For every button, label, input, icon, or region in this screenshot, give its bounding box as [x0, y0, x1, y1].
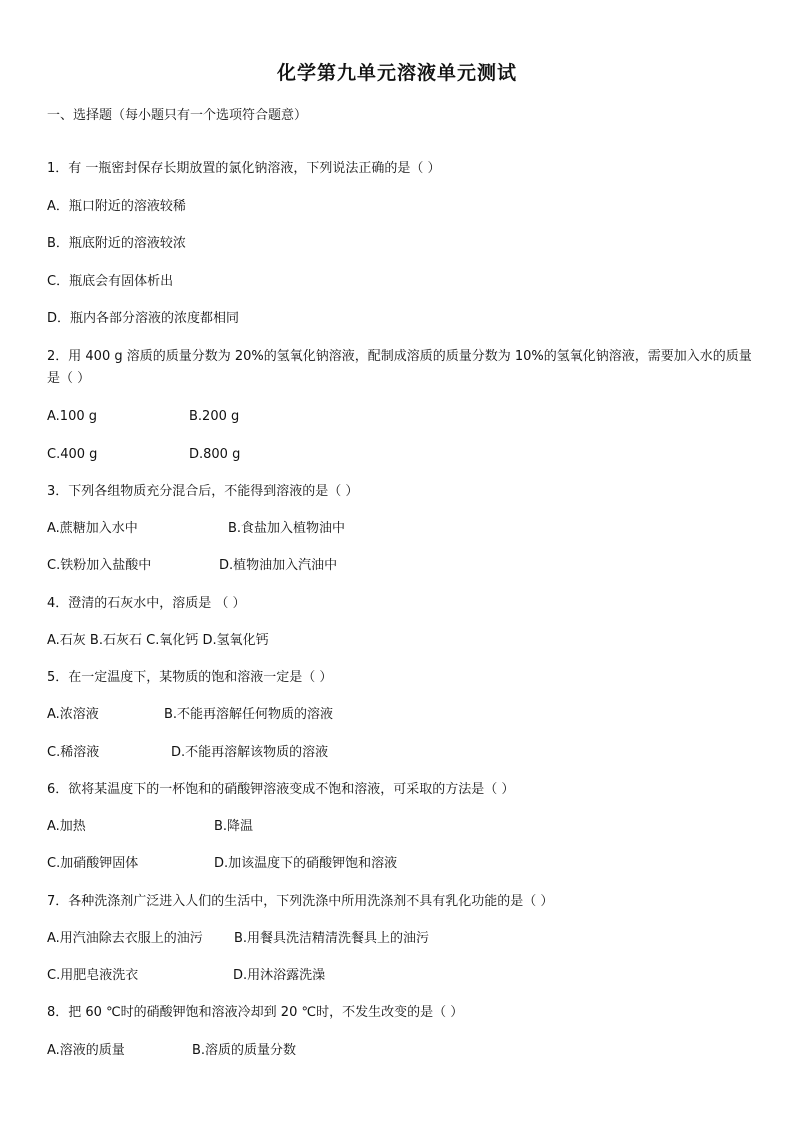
q6-option-c: C.加硝酸钾固体 [47, 856, 139, 871]
section-heading: 一、选择题（每小题只有一个选项符合题意） [47, 108, 308, 123]
q3-option-d: D.植物油加入汽油中 [219, 558, 338, 573]
q3-stem: 3．下列各组物质充分混合后，不能得到溶液的是（ ） [47, 484, 359, 499]
q7-option-c: C.用肥皂液洗衣 [47, 968, 139, 983]
q5-option-b: B.不能再溶解任何物质的溶液 [164, 707, 334, 722]
page-title: 化学第九单元溶液单元测试 [276, 62, 517, 84]
q3-option-b: B.食盐加入植物油中 [228, 521, 346, 536]
q1-option-d: D．瓶内各部分溶液的浓度都相同 [47, 311, 240, 326]
q6-option-d: D.加该温度下的硝酸钾饱和溶液 [214, 856, 398, 871]
q2-option-b: B.200 g [189, 409, 240, 424]
q1-stem: 1．有 一瓶密封保存长期放置的氯化钠溶液，下列说法正确的是（ ） [47, 161, 441, 176]
q7-option-d: D.用沐浴露洗澡 [233, 968, 326, 983]
q8-stem: 8．把 60 ℃时的硝酸钾饱和溶液冷却到 20 ℃时，不发生改变的是（ ） [47, 1005, 464, 1020]
q4-stem: 4．澄清的石灰水中，溶质是 （ ） [47, 596, 246, 611]
q5-option-a: A.浓溶液 [47, 707, 99, 722]
q5-option-c: C.稀溶液 [47, 745, 100, 760]
q3-option-a: A.蔗糖加入水中 [47, 521, 138, 536]
q6-stem: 6．欲将某温度下的一杯饱和的硝酸钾溶液变成不饱和溶液，可采取的方法是（ ） [47, 782, 515, 797]
q1-option-c: C．瓶底会有固体析出 [47, 274, 174, 289]
q7-option-b: B.用餐具洗洁精清洗餐具上的油污 [234, 931, 430, 946]
q3-option-c: C.铁粉加入盐酸中 [47, 558, 152, 573]
q6-option-b: B.降温 [214, 819, 254, 834]
q7-option-a: A.用汽油除去衣服上的油污 [47, 931, 203, 946]
q8-option-b: B.溶质的质量分数 [192, 1043, 297, 1058]
q8-option-a: A.溶液的质量 [47, 1043, 125, 1058]
q7-stem: 7．各种洗涤剂广泛进入人们的生活中，下列洗涤中所用洗涤剂不具有乳化功能的是（ ） [47, 894, 554, 909]
q4-options: A.石灰 B.石灰石 C.氧化钙 D.氢氧化钙 [47, 633, 269, 648]
q2-option-c: C.400 g [47, 447, 98, 462]
q1-option-a: A．瓶口附近的溶液较稀 [47, 199, 186, 214]
q2-option-d: D.800 g [189, 447, 241, 462]
q5-stem: 5．在一定温度下，某物质的饱和溶液一定是（ ） [47, 670, 333, 685]
q6-option-a: A.加热 [47, 819, 86, 834]
q1-option-b: B．瓶底附近的溶液较浓 [47, 236, 186, 251]
q2-stem: 2．用 400 g 溶质的质量分数为 20%的氢氧化钠溶液，配制成溶质的质量分数为 10%的氢氧化钠溶液，需要加入水的质量是（ ） [47, 349, 752, 386]
q2-option-a: A.100 g [47, 409, 97, 424]
q5-option-d: D.不能再溶解该物质的溶液 [171, 745, 329, 760]
